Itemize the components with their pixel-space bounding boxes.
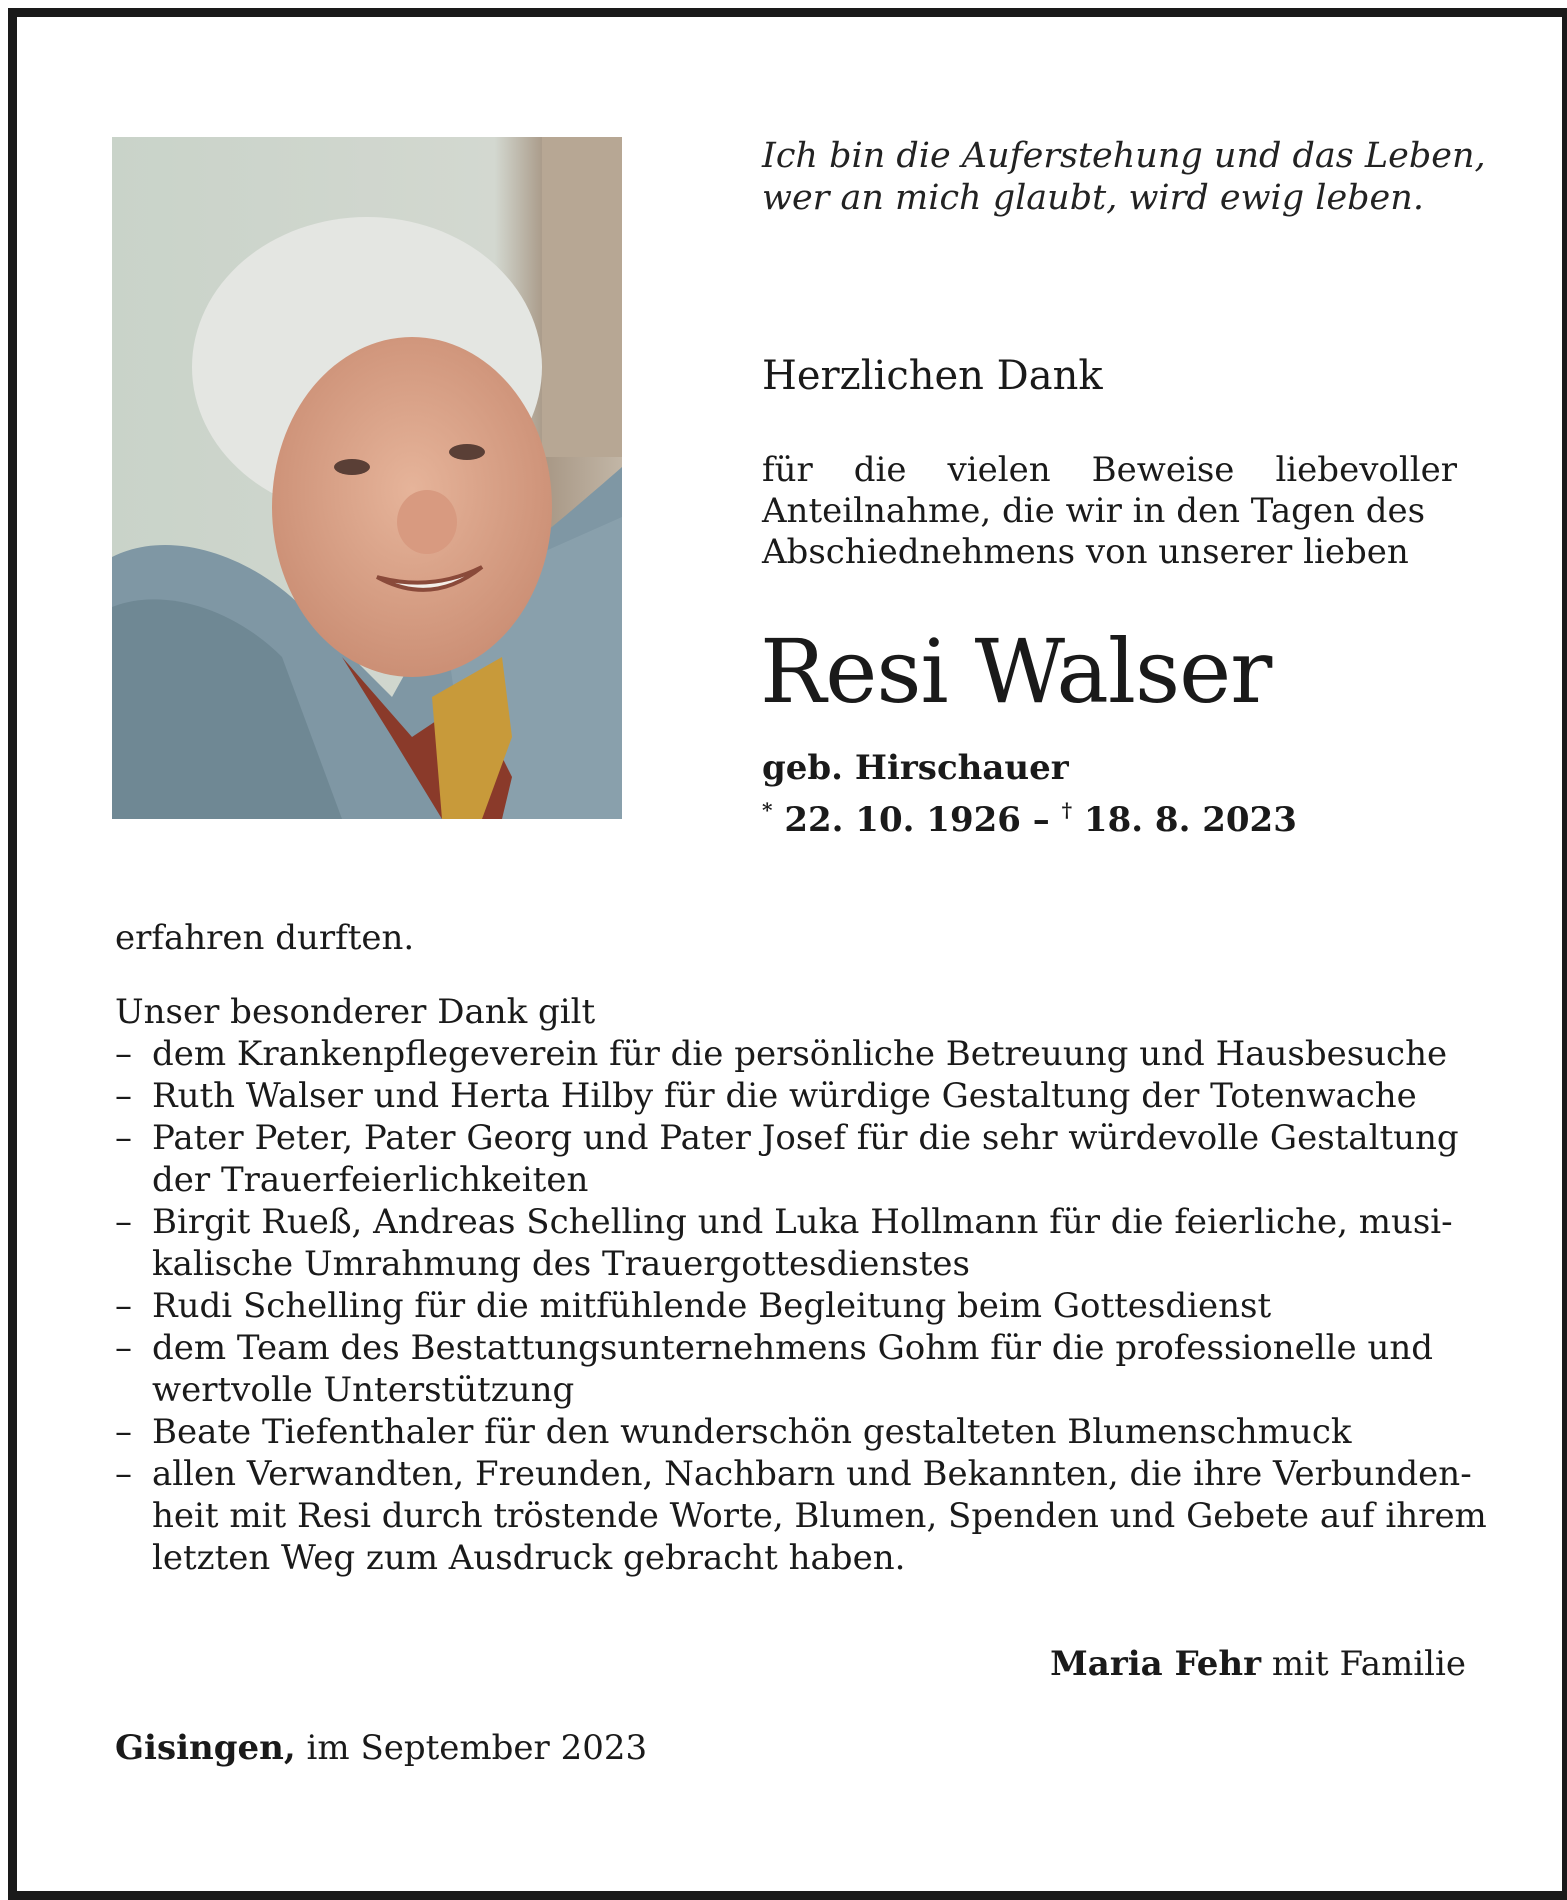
list-item-line: kalische Umrahmung des Trauergottesdienstes xyxy=(152,1244,970,1284)
intro-line-2: Anteilnahme, die wir in den Tagen des xyxy=(762,491,1426,531)
signature-name: Maria Fehr xyxy=(1050,1644,1262,1684)
list-item-line: – allen Verwandten, Freunden, Nachbarn und Bekannten, die ihre Verbunden- xyxy=(152,1454,1472,1494)
list-item-line: – Beate Tiefenthaler für den wunderschön gestalteten Blumenschmuck xyxy=(152,1412,1352,1452)
list-item xyxy=(115,1327,1465,1411)
bible-quote xyxy=(762,135,1486,219)
death-symbol: † xyxy=(1061,798,1073,822)
place-date xyxy=(115,1727,647,1769)
quote-line-2: wer an mich glaubt, wird ewig leben. xyxy=(762,178,1424,218)
signature xyxy=(1050,1643,1466,1685)
thanks-list xyxy=(115,1033,1487,1579)
portrait-photo xyxy=(112,137,622,819)
list-item xyxy=(115,1201,1465,1285)
list-item-line: wertvolle Unterstützung xyxy=(152,1370,575,1410)
place-date-text: im September 2023 xyxy=(306,1728,648,1768)
intro-line-1: für die vielen Beweise liebevoller xyxy=(762,450,1457,490)
intro-line-3: Abschiednehmens von unserer lieben xyxy=(762,532,1409,572)
list-item xyxy=(115,1033,1465,1075)
list-item-line: heit mit Resi durch tröstende Worte, Blumen, Spenden und Gebete auf ihrem xyxy=(152,1496,1487,1536)
list-item xyxy=(115,1075,1465,1117)
death-date: 18. 8. 2023 xyxy=(1083,800,1297,840)
portrait-image xyxy=(112,137,622,819)
birth-date: 22. 10. 1926 xyxy=(784,800,1021,840)
list-item-line: – Birgit Rueß, Andreas Schelling und Luka Hollmann für die feierliche, musi- xyxy=(152,1202,1453,1242)
special-thanks-heading: Unser besonderer Dank gilt xyxy=(115,992,596,1032)
list-item xyxy=(115,1453,1487,1579)
birth-symbol: * xyxy=(762,798,773,822)
list-item xyxy=(115,1285,1465,1327)
thanks-title: Herzlichen Dank xyxy=(762,353,1103,399)
continuation-text: erfahren durften. xyxy=(115,918,415,958)
body-text xyxy=(115,917,1487,1579)
list-item-line: – Pater Peter, Pater Georg und Pater Josef für die sehr würdevolle Gestaltung xyxy=(152,1118,1459,1158)
date-separator: – xyxy=(1032,800,1050,840)
list-item-line: – Rudi Schelling für die mitfühlende Begleitung beim Gottesdienst xyxy=(152,1286,1272,1326)
life-dates xyxy=(762,789,1297,841)
list-item-line: der Trauerfeierlichkeiten xyxy=(152,1160,589,1200)
quote-line-1: Ich bin die Auferstehung und das Leben, xyxy=(762,136,1486,176)
list-item xyxy=(115,1117,1465,1201)
place-town: Gisingen, xyxy=(115,1728,296,1768)
list-item-line: – Ruth Walser und Herta Hilby für die würdige Gestaltung der Totenwache xyxy=(152,1076,1417,1116)
list-item-line: – dem Team des Bestattungsunternehmens Gohm für die professionelle und xyxy=(152,1328,1434,1368)
list-item xyxy=(115,1411,1465,1453)
intro-text xyxy=(762,450,1457,573)
signature-suffix: mit Familie xyxy=(1271,1644,1466,1684)
list-item-line: letzten Weg zum Ausdruck gebracht haben. xyxy=(152,1538,906,1578)
obituary-frame xyxy=(8,8,1567,1900)
list-item-line: – dem Krankenpflegeverein für die persönliche Betreuung und Hausbesuche xyxy=(152,1034,1448,1074)
maiden-name: geb. Hirschauer xyxy=(762,748,1069,788)
deceased-name: Resi Walser xyxy=(760,620,1272,723)
